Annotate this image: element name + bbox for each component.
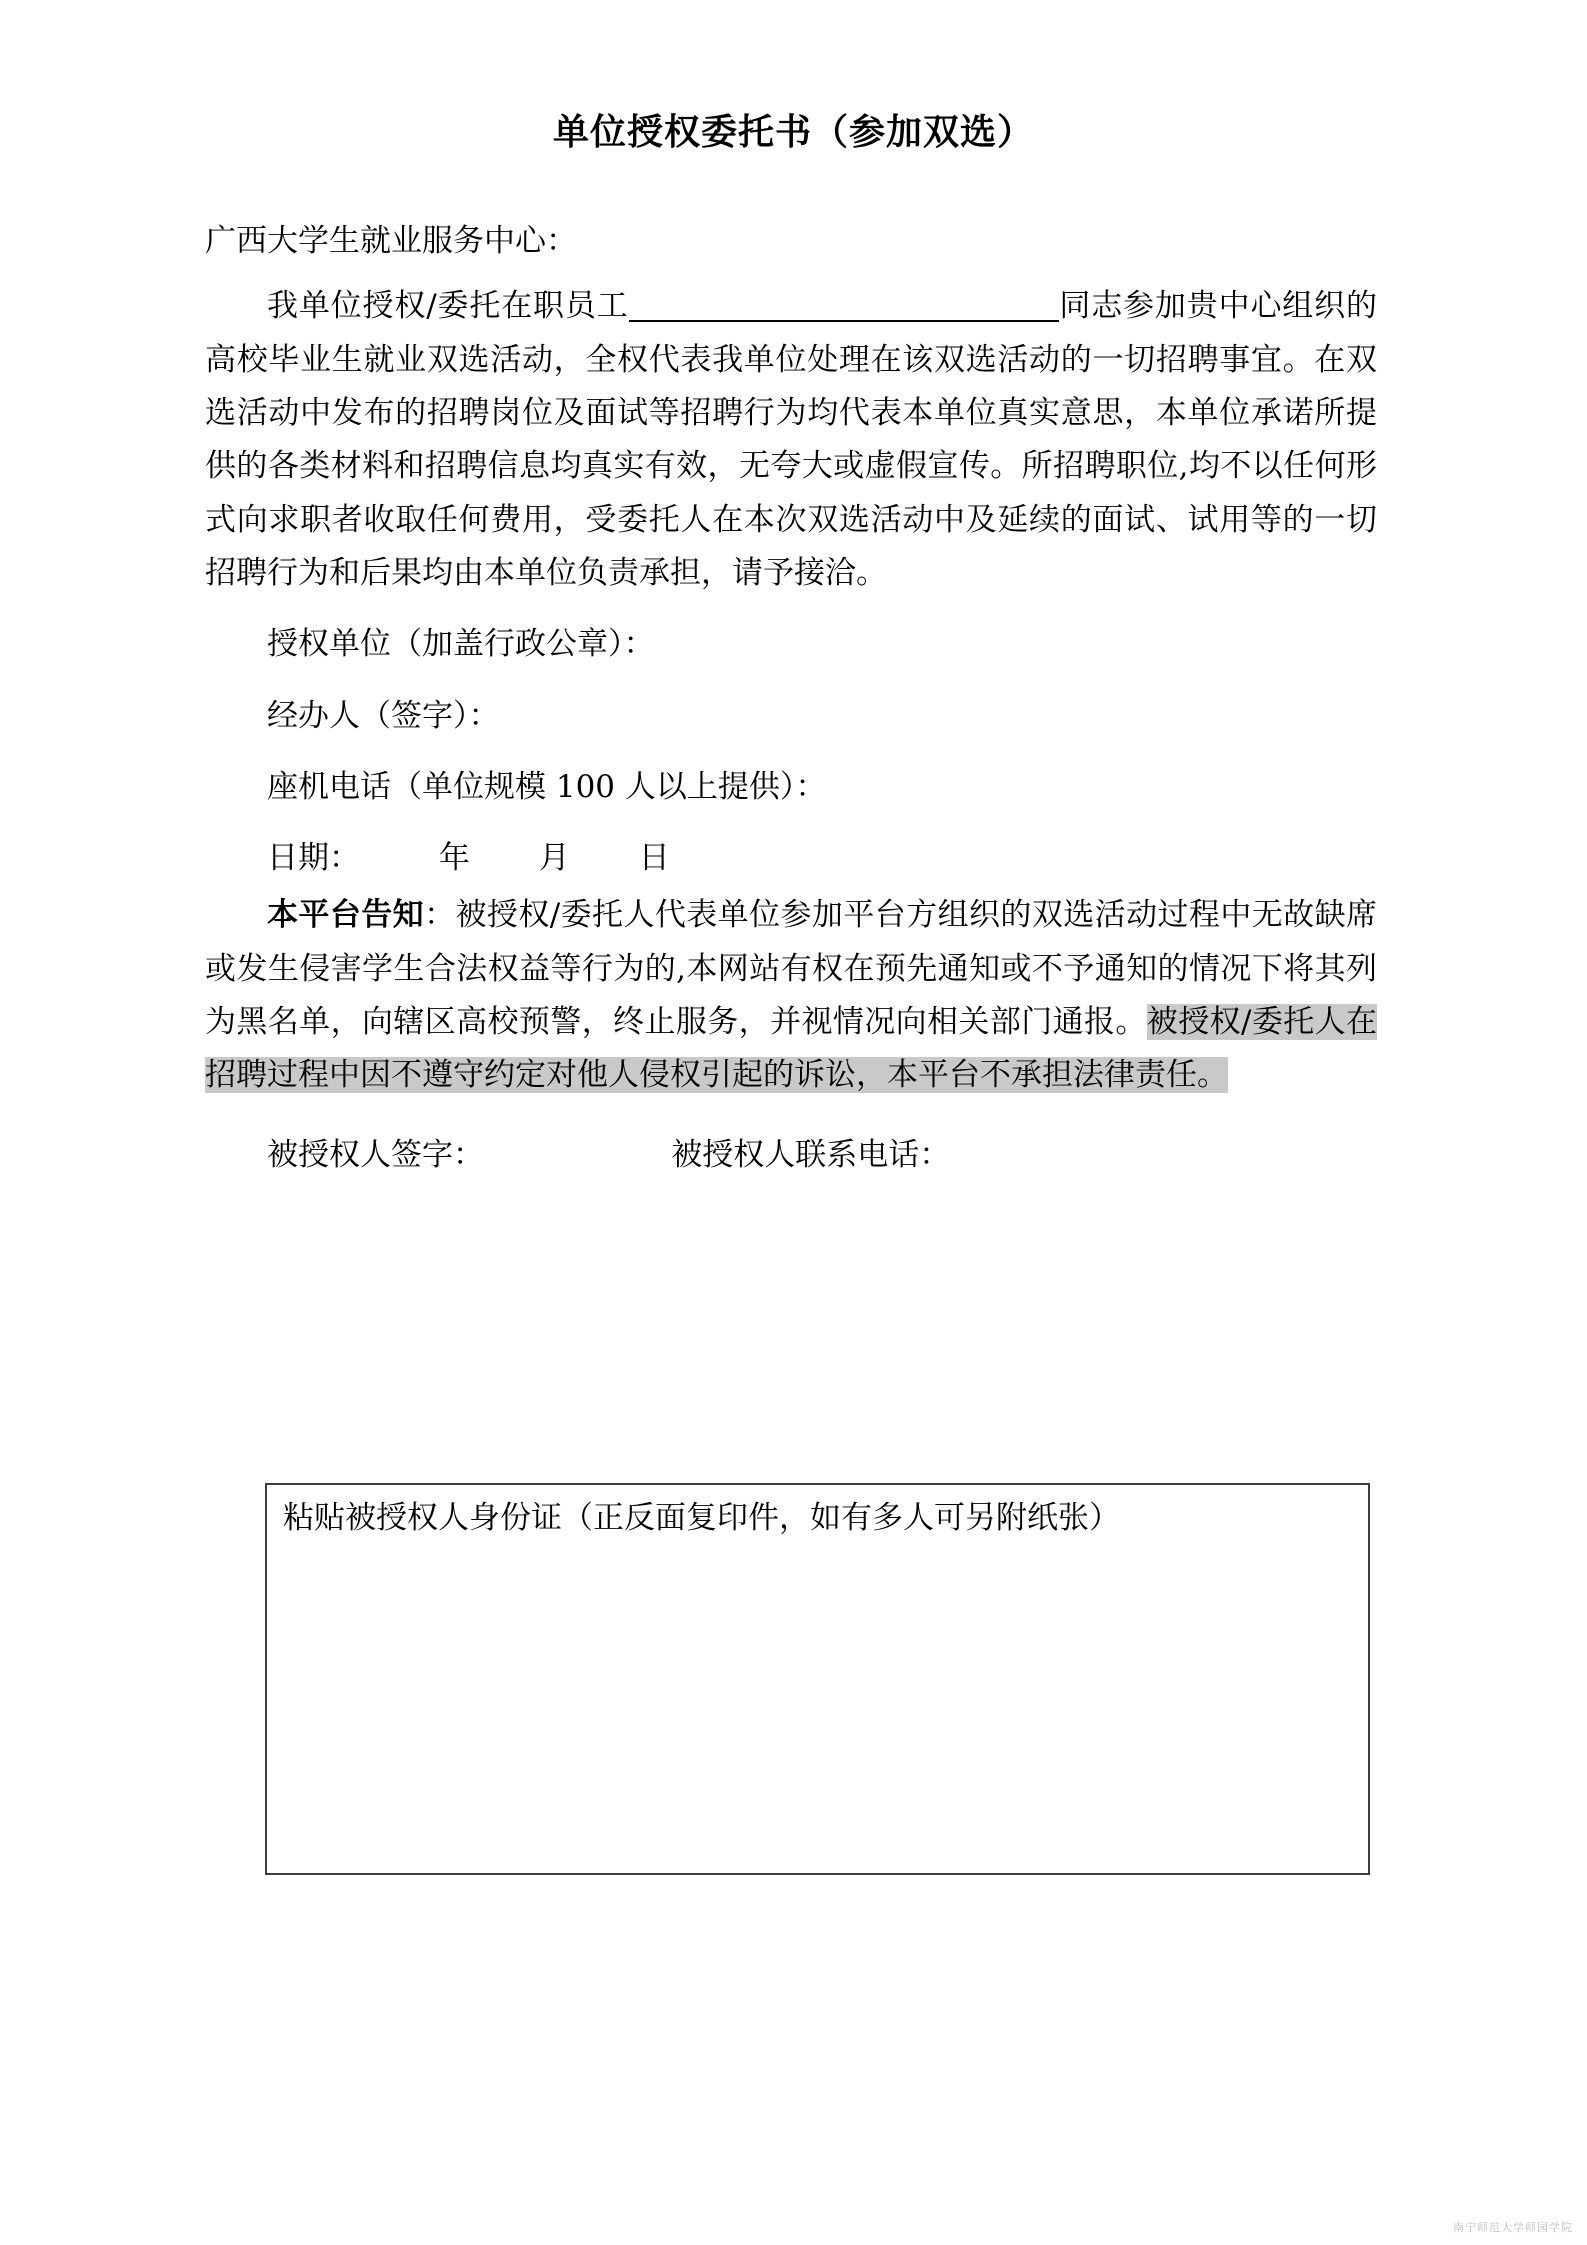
- field-authorizing-unit: 授权单位（加盖行政公章）：: [267, 626, 655, 663]
- main-paragraph-suffix: 同志参加贵中心组织的高校毕业生就业双选活动，全权代表我单位处理在该双选活动的一切招聘事宜。在双选活动中发布的招聘岗位及面试等招聘行为均代表本单位真实意思，本单位承诺所提供的各类材料和招聘信息均真实有效，无夸大或虚假宣传。所招聘职位,均不以任何形式向求职者收取任何费用，受委托人在本次双选活动中及延续的面试、试用等的一切招聘行为和后果均由本单位负责承担，请予接洽。: [205, 288, 1377, 591]
- platform-notice-plain: 被授权/委托人代表单位参加平台方组织的双选活动过程中无故缺席或发生侵害学生合法权益等行为的,本网站有权在预先通知或不予通知的情况下将其列为黑名单，向辖区高校预警，终止服务，并视情况向相关部门通报。: [205, 897, 1377, 1041]
- authorized-person-signature-row: 被授权人签字： 被授权人联系电话：: [267, 1136, 951, 1173]
- page-title: 单位授权委托书（参加双选）: [552, 111, 1034, 153]
- salutation: 广西大学生就业服务中心：: [205, 223, 577, 259]
- idcard-paste-box[interactable]: [265, 1483, 1370, 1875]
- platform-notice-label: 本平台告知: [267, 897, 425, 934]
- platform-notice-highlighted: 被授权/委托人在招聘过程中因不遵守约定对他人侵权引起的诉讼，本平台不承担法律责任。: [205, 1004, 1377, 1094]
- field-date: 日期： 年 月 日: [267, 840, 670, 877]
- main-paragraph: [205, 280, 1377, 600]
- field-handler-signature: 经办人（签字）：: [267, 697, 500, 734]
- employee-name-blank[interactable]: [629, 290, 1059, 322]
- document-body: [205, 215, 1377, 1182]
- watermark: 南宁师范大学师园学院: [1453, 2221, 1573, 2234]
- field-landline-phone: 座机电话（单位规模 100 人以上提供）：: [267, 768, 827, 805]
- idcard-paste-box-label: 粘贴被授权人身份证（正反面复印件，如有多人可另附纸张）: [283, 1500, 1120, 1536]
- platform-notice-separator: ：: [424, 897, 456, 934]
- main-paragraph-prefix: 我单位授权/委托在职员工: [267, 288, 629, 325]
- platform-notice-paragraph: [205, 889, 1377, 1102]
